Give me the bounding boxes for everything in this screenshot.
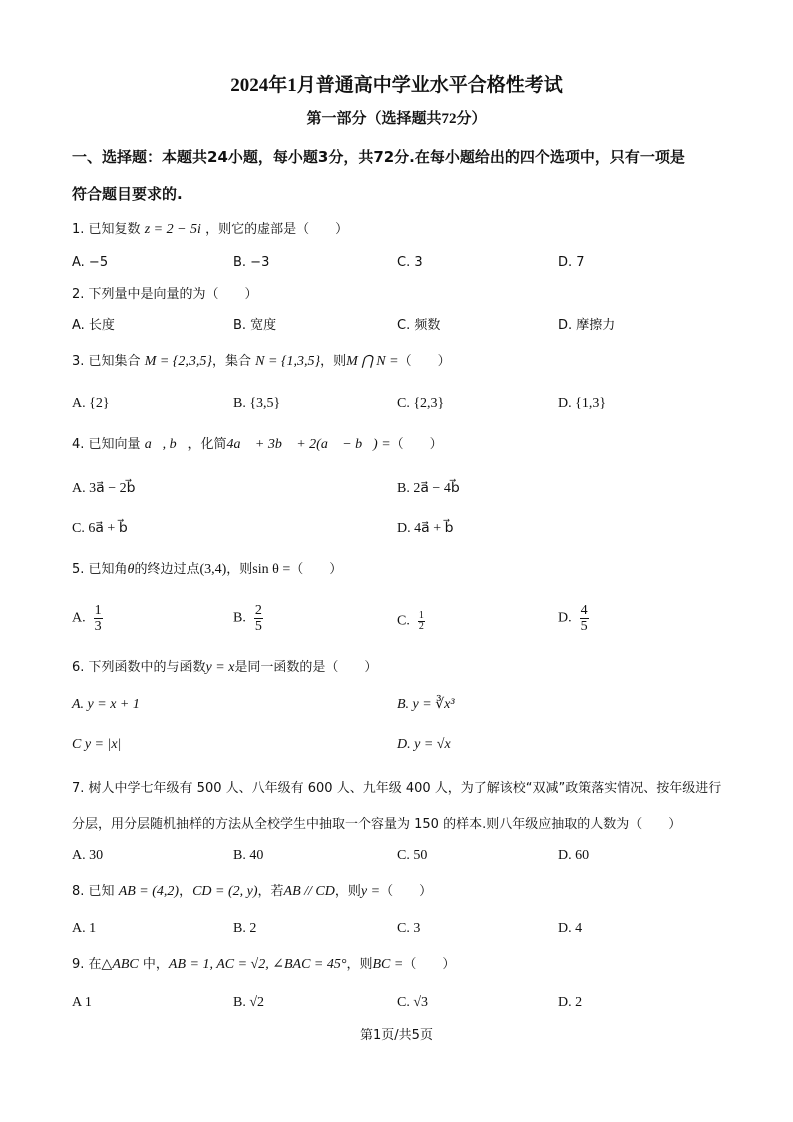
- q3-option-a: A. {2}: [72, 396, 110, 411]
- q6-option-c: C y = |x|: [72, 737, 122, 752]
- q8-option-a: A. 1: [72, 921, 97, 936]
- q6-option-a: A. y = x + 1: [72, 697, 140, 712]
- q5-option-a: [72, 603, 103, 634]
- math-expression: AB // CD: [283, 884, 335, 899]
- fraction: [94, 603, 103, 634]
- stem-text: 4. 已知向量: [72, 437, 141, 452]
- q1-option-b: B. −3: [233, 255, 270, 270]
- q3-option-b: B. {3,5}: [233, 396, 281, 411]
- stem-text: （ ）: [380, 884, 433, 899]
- stem-text: ，则它的虚部是（ ）: [205, 222, 349, 237]
- numerator: 2: [254, 603, 262, 618]
- page-footer: 第1页/共5页: [360, 1028, 433, 1043]
- q3-option-c: C. {2,3}: [397, 396, 445, 411]
- stem-text: ，则: [226, 562, 253, 577]
- q5-option-d: [558, 603, 589, 634]
- question-9-stem: [72, 956, 455, 974]
- math-expression: △ABC: [101, 957, 139, 972]
- math-expression: sin θ =: [252, 562, 291, 577]
- math-expression: BC =: [372, 957, 404, 972]
- math-expression: θ: [127, 562, 135, 577]
- section-instructions-line2: 符合题目要求的.: [72, 185, 183, 203]
- question-8-stem: [72, 883, 432, 901]
- q9-option-a: A 1: [72, 995, 92, 1010]
- q2-option-d: D. 摩擦力: [558, 318, 616, 333]
- denominator: 2: [418, 621, 424, 632]
- question-4-stem: [72, 436, 443, 454]
- math-expression: AB = (4,2): [118, 884, 180, 899]
- exam-title: 2024年1月普通高中学业水平合格性考试: [230, 75, 563, 96]
- math-expression: a⃗, b⃗: [144, 437, 188, 452]
- stem-text: ，则: [334, 884, 361, 899]
- q1-option-c: C. 3: [397, 255, 423, 270]
- stem-text: 8. 已知: [72, 884, 115, 899]
- section-instructions-line1: 一、选择题：本题共24小题，每小题3分，共72分.在每小题给出的四个选项中，只有一项是: [72, 148, 685, 166]
- stem-text: 5. 已知角: [72, 562, 128, 577]
- question-7-stem-line2: 分层，用分层随机抽样的方法从全校学生中抽取一个容量为 150 的样本.则八年级应抽取的人数为（ ）: [72, 817, 682, 832]
- option-label: A.: [72, 610, 86, 626]
- stem-text: 是同一函数的是（ ）: [234, 660, 378, 675]
- q9-option-c: C. √3: [397, 995, 429, 1010]
- stem-text: 中，: [142, 957, 169, 972]
- stem-text: 9. 在: [72, 957, 102, 972]
- stem-text: ，则: [320, 354, 347, 369]
- stem-text: 6. 下列函数中的与函数: [72, 660, 206, 675]
- numerator: 4: [580, 603, 588, 618]
- q4-option-d: D. 4a⃗ + b⃗: [397, 521, 454, 536]
- fraction: [418, 611, 425, 632]
- q2-option-b: B. 宽度: [233, 318, 277, 333]
- numerator: 1: [94, 603, 102, 618]
- stem-text: （ ）: [390, 437, 443, 452]
- q6-option-b: B. y = ∛x³: [397, 697, 455, 712]
- stem-text: 的终边过点: [134, 562, 200, 577]
- q7-option-c: C. 50: [397, 848, 428, 863]
- stem-text: （ ）: [403, 957, 456, 972]
- stem-text: 1. 已知复数: [72, 222, 141, 237]
- q4-option-b: B. 2a⃗ − 4b⃗: [397, 481, 460, 496]
- q8-option-b: B. 2: [233, 921, 257, 936]
- stem-text: 3. 已知集合: [72, 354, 141, 369]
- question-2-stem: 2. 下列量中是向量的为（ ）: [72, 287, 258, 302]
- q4-option-c: C. 6a⃗ + b⃗: [72, 521, 128, 536]
- stem-text: （ ）: [398, 354, 451, 369]
- question-7-stem-line1: 7. 树人中学七年级有 500 人、八年级有 600 人、九年级 400 人，为了解该校“双减”政策落实情况、按年级进行: [72, 781, 722, 796]
- numerator: 1: [418, 610, 424, 621]
- q1-option-d: D. 7: [558, 255, 585, 270]
- math-expression: M = {2,3,5}: [144, 354, 212, 369]
- denominator: 5: [580, 619, 588, 634]
- math-expression: y = x: [205, 660, 235, 675]
- math-expression: z = 2 − 5i: [144, 222, 201, 237]
- q4-option-a: A. 3a⃗ − 2b⃗: [72, 481, 136, 496]
- math-expression: CD = (2, y): [192, 884, 258, 899]
- q9-option-b: B. √2: [233, 995, 265, 1010]
- stem-text: ，集合: [212, 354, 252, 369]
- option-label: B.: [233, 610, 246, 626]
- fraction: [580, 603, 589, 634]
- stem-text: ，若: [257, 884, 284, 899]
- q1-option-a: A. −5: [72, 255, 109, 270]
- stem-text: ，则: [346, 957, 373, 972]
- q7-option-a: A. 30: [72, 848, 104, 863]
- q9-option-d: D. 2: [558, 995, 583, 1010]
- q2-option-a: A. 长度: [72, 318, 115, 333]
- stem-text: （ ）: [290, 562, 343, 577]
- q5-option-b: [233, 603, 263, 634]
- question-6-stem: [72, 659, 377, 677]
- math-expression: y =: [360, 884, 381, 899]
- math-expression: M ⋂ N =: [346, 354, 399, 369]
- part-subtitle: 第一部分（选择题共72分）: [306, 111, 487, 127]
- question-1-stem: [72, 221, 348, 239]
- math-expression: (3,4): [199, 562, 227, 577]
- q5-option-c: [397, 611, 425, 632]
- q6-option-d: D. y = √x: [397, 737, 451, 752]
- math-expression: AB = 1, AC = √2, ∠BAC = 45°: [168, 957, 347, 972]
- fraction: [254, 603, 263, 634]
- stem-text: ，: [179, 884, 193, 899]
- denominator: 5: [254, 619, 262, 634]
- question-5-stem: [72, 561, 342, 579]
- q7-option-b: B. 40: [233, 848, 264, 863]
- stem-text: ，化简: [187, 437, 227, 452]
- denominator: 3: [94, 619, 102, 634]
- q8-option-c: C. 3: [397, 921, 421, 936]
- q7-option-d: D. 60: [558, 848, 590, 863]
- math-expression: 4a⃗ + 3b⃗ + 2(a⃗ − b⃗) =: [226, 437, 391, 452]
- math-expression: N = {1,3,5}: [255, 354, 321, 369]
- option-label: C.: [397, 613, 410, 629]
- q8-option-d: D. 4: [558, 921, 583, 936]
- q3-option-d: D. {1,3}: [558, 396, 607, 411]
- q2-option-c: C. 频数: [397, 318, 441, 333]
- option-label: D.: [558, 610, 572, 626]
- question-3-stem: [72, 353, 451, 371]
